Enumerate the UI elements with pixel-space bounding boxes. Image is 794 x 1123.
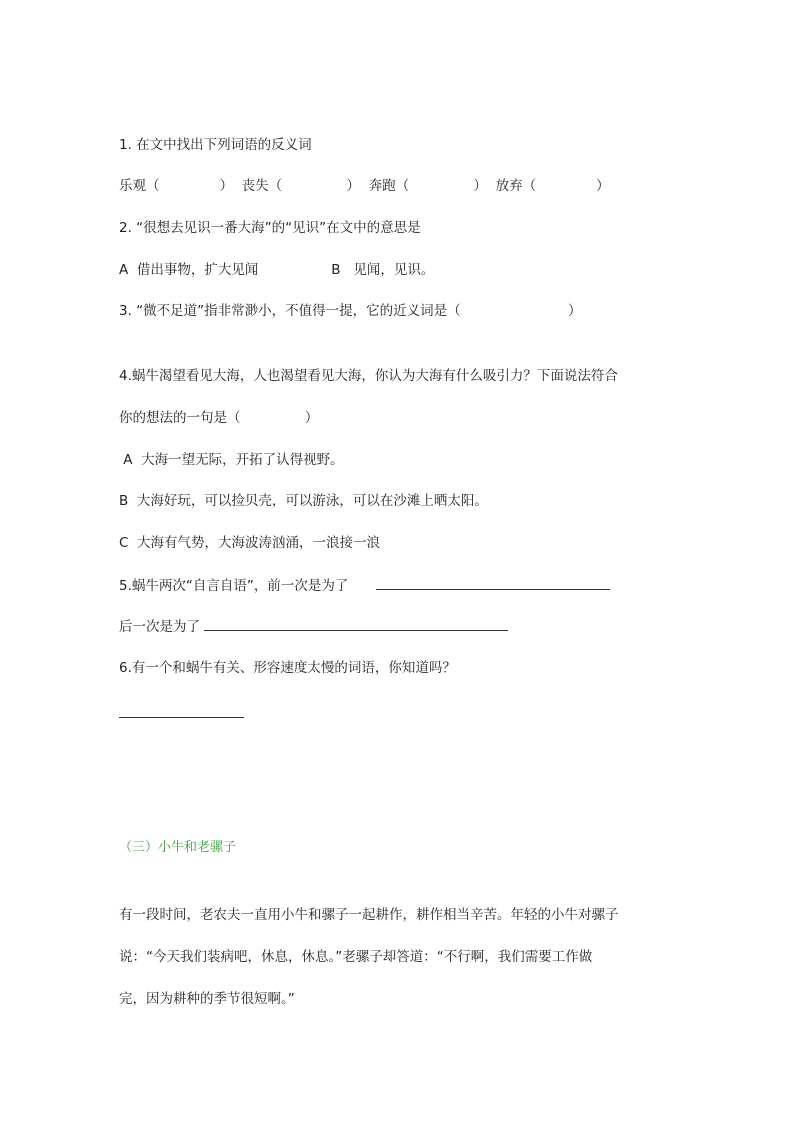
question-3: 3. “微不足道”指非常渺小，不值得一提，它的近义词是（ ） (119, 303, 582, 319)
question-5-prompt-1: 5.蜗牛两次“自言自语”，前一次是为了 (119, 578, 349, 594)
question-4-line-2: 你的想法的一句是（ ） (119, 410, 319, 426)
answer-blank-5a[interactable] (376, 575, 610, 590)
question-1-items: 乐观（ ） 丧失（ ） 奔跑（ ） 放弃（ ） (119, 178, 610, 194)
passage-line-2: 说：“今天我们装病吧，休息，休息。”老骡子却答道：“不行啊，我们需要工作做 (119, 949, 593, 965)
question-4-line-1: 4.蜗牛渴望看见大海，人也渴望看见大海，你认为大海有什么吸引力？下面说法符合 (119, 368, 618, 384)
question-2-options: A 借出事物，扩大见闻 B 见闻，见识。 (119, 262, 435, 278)
question-4-option-c: C 大海有气势，大海波涛汹涌，一浪接一浪 (119, 535, 381, 551)
question-6: 6.有一个和蜗牛有关、形容速度太慢的词语，你知道吗？ (119, 660, 456, 676)
question-5-line-2 (119, 616, 508, 637)
passage-line-3: 完，因为耕种的季节很短啊。” (119, 991, 295, 1007)
answer-blank-5b[interactable] (204, 616, 508, 631)
question-1: 1. 在文中找出下列词语的反义词 (119, 137, 312, 153)
section-title: （三）小牛和老骡子 (119, 840, 237, 855)
question-5-line-1 (119, 575, 610, 596)
question-4-option-a: A 大海一望无际，开拓了认得视野。 (119, 452, 344, 468)
question-4-option-b: B 大海好玩，可以捡贝壳，可以游泳，可以在沙滩上晒太阳。 (119, 493, 488, 509)
question-5-prompt-2: 后一次是为了 (119, 619, 200, 635)
passage-line-1: 有一段时间，老农夫一直用小牛和骡子一起耕作，耕作相当辛苦。年轻的小牛对骡子 (119, 907, 619, 923)
answer-blank-6[interactable] (119, 717, 244, 718)
question-2: 2. “很想去见识一番大海”的“见识”在文中的意思是 (119, 220, 421, 236)
